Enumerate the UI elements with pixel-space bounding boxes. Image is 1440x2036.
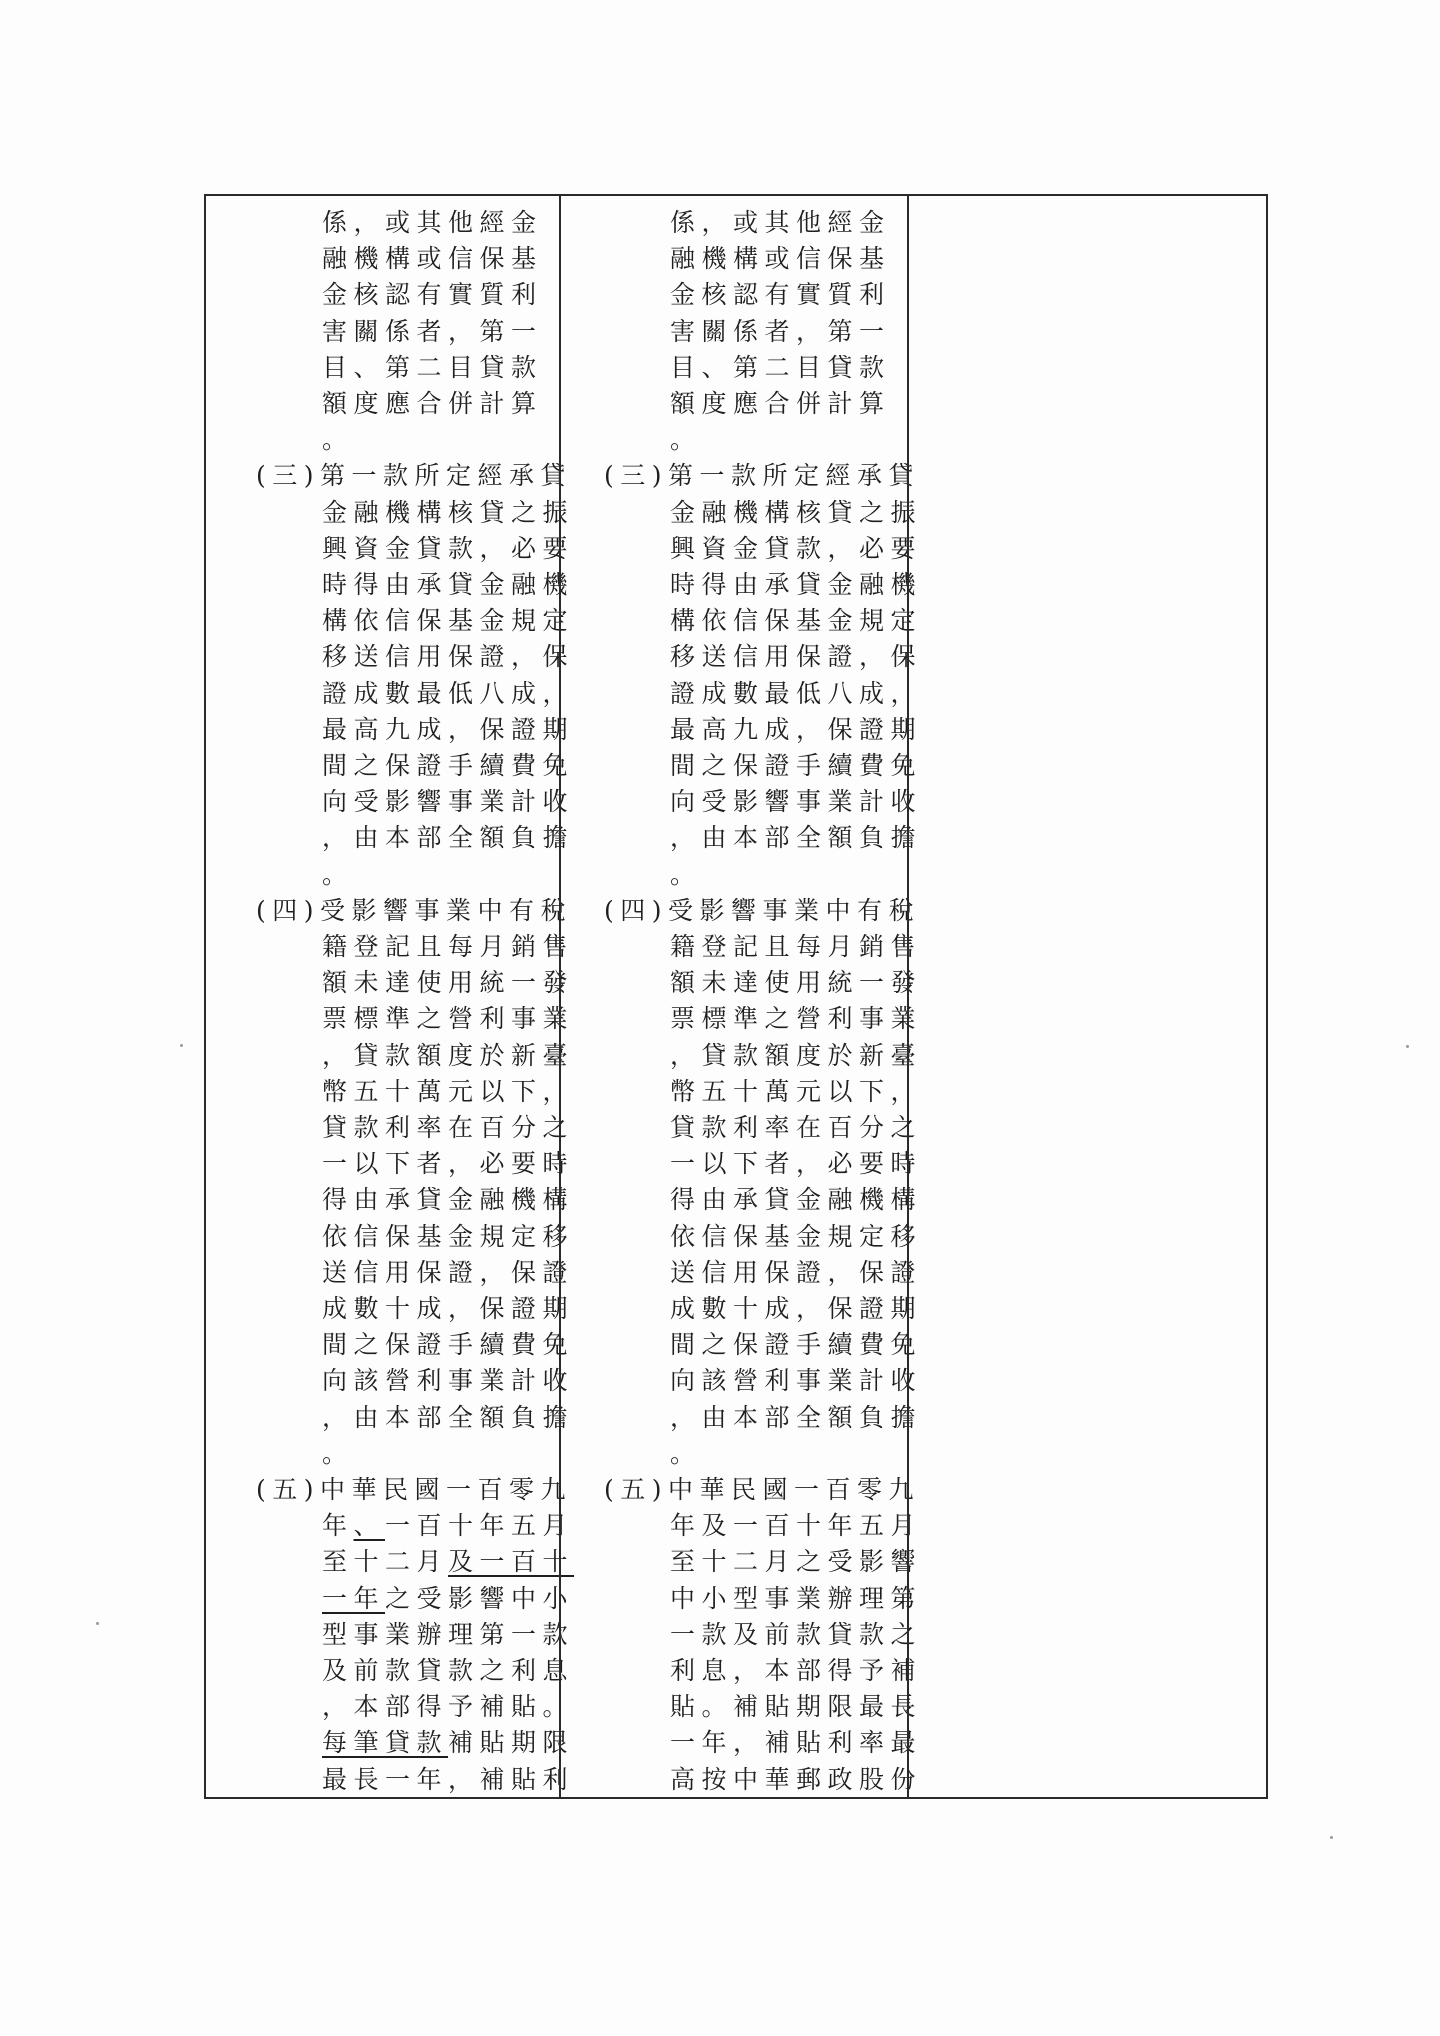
text-line — [322, 1618, 574, 1652]
text-segment: 金融機構核貸之振 — [670, 497, 923, 527]
list-item-heading — [604, 894, 920, 928]
text-line — [322, 1292, 574, 1326]
text-line — [670, 1763, 922, 1797]
text-segment: 補貼期限 — [448, 1728, 575, 1758]
text-line — [670, 1111, 922, 1145]
text-segment: 額度應合併計算 — [322, 389, 543, 418]
text-line — [322, 1654, 574, 1688]
column-divider — [907, 196, 909, 1797]
text-line — [322, 315, 543, 349]
text-line — [670, 351, 891, 385]
text-line — [670, 1183, 922, 1217]
text-segment: 額未達使用統一發 — [322, 968, 575, 998]
text-line — [322, 1509, 574, 1543]
text-line — [670, 496, 922, 530]
text-segment: 依信保基金規定移 — [670, 1221, 923, 1251]
text-segment: 一百十年五月 — [385, 1511, 575, 1541]
text-segment: 貼。補貼期限最長 — [670, 1692, 923, 1722]
underlined-amendment: 一年 — [322, 1583, 386, 1613]
list-item-heading — [256, 894, 572, 928]
text-line — [670, 966, 922, 1000]
text-segment: 送信用保證，保證 — [322, 1257, 575, 1287]
text-segment: 。 — [670, 425, 702, 455]
text-line — [322, 206, 543, 240]
list-item-heading — [256, 1473, 572, 1507]
text-line — [322, 496, 574, 530]
text-line — [670, 206, 891, 240]
text-segment: 移送信用保證，保 — [322, 642, 575, 672]
text-segment: 興資金貸款，必要 — [322, 533, 575, 563]
text-segment: 額度應合併計算 — [670, 389, 891, 418]
text-segment: 間之保證手續費免 — [670, 751, 923, 780]
text-line — [670, 1364, 922, 1398]
text-segment: 額未達使用統一發 — [670, 968, 923, 998]
text-line — [670, 568, 922, 602]
text-line — [322, 1039, 574, 1073]
text-segment: 至十二月 — [322, 1547, 449, 1577]
text-line — [322, 1075, 574, 1109]
text-segment: 最高九成，保證期 — [322, 714, 575, 744]
list-item-heading — [256, 459, 572, 493]
text-segment: 最高九成，保證期 — [670, 714, 923, 744]
text-segment: 票標準之營利事業 — [670, 1004, 923, 1034]
text-segment: ，由本部全額負擔 — [322, 1402, 575, 1432]
text-segment: 貸款利率在百分之 — [322, 1113, 575, 1142]
text-line — [322, 713, 574, 747]
text-line — [670, 315, 891, 349]
text-line — [322, 1256, 574, 1290]
text-line — [670, 1292, 922, 1326]
text-segment: 。 — [322, 425, 354, 455]
text-line — [670, 1075, 922, 1109]
text-segment: (三)第一款所定經承貸 — [604, 461, 921, 491]
text-segment: 送信用保證，保證 — [670, 1257, 923, 1287]
text-line — [670, 749, 922, 783]
text-line — [670, 1726, 922, 1760]
text-segment: (五)中華民國一百零九 — [604, 1475, 921, 1504]
text-segment: ，由本部全額負擔 — [670, 823, 923, 853]
text-segment: 係，或其他經金 — [670, 208, 891, 237]
text-line — [322, 1545, 574, 1579]
text-line — [322, 1690, 574, 1724]
text-segment: 年 — [322, 1511, 354, 1541]
text-line — [670, 713, 922, 747]
text-line — [322, 242, 543, 276]
text-line — [322, 1147, 574, 1181]
text-line — [322, 749, 574, 783]
text-segment: 型事業辦理第一款 — [322, 1619, 575, 1649]
text-line — [322, 604, 574, 638]
text-line — [670, 1545, 922, 1579]
text-line — [670, 1690, 922, 1724]
text-line — [670, 1002, 922, 1036]
text-segment: 。 — [322, 1438, 354, 1468]
text-line — [322, 785, 574, 819]
text-segment: 間之保證手續費免 — [322, 751, 575, 780]
text-segment: 目、第二目貸款 — [322, 352, 543, 382]
text-segment: 籍登記且每月銷售 — [670, 932, 923, 961]
text-segment: (四)受影響事業中有稅 — [256, 895, 573, 925]
text-line — [670, 1039, 922, 1073]
text-line — [322, 1582, 574, 1616]
text-segment: 。 — [670, 859, 702, 889]
text-segment: (五)中華民國一百零九 — [256, 1475, 573, 1504]
text-line — [322, 1401, 574, 1435]
text-line — [670, 242, 891, 276]
text-line — [670, 1509, 922, 1543]
text-line — [322, 966, 574, 1000]
text-segment: 構依信保基金規定 — [322, 606, 575, 636]
text-segment: 向受影響事業計收 — [322, 787, 575, 817]
text-segment: 高按中華郵政股份 — [670, 1764, 923, 1794]
text-line — [670, 423, 702, 457]
text-line — [670, 930, 922, 964]
text-line — [670, 278, 891, 312]
text-segment: 一以下者，必要時 — [670, 1149, 923, 1179]
text-segment: 之受影響中小 — [385, 1583, 575, 1613]
text-segment: 成數十成，保證期 — [322, 1294, 575, 1323]
text-segment: 一年，補貼利率最 — [670, 1728, 923, 1758]
text-line — [322, 930, 574, 964]
text-segment: 及前款貸款之利息 — [322, 1656, 575, 1685]
text-segment: 幣五十萬元以下， — [670, 1076, 923, 1106]
text-line — [670, 387, 891, 421]
column-divider — [559, 196, 561, 1797]
text-line — [670, 1401, 922, 1435]
text-segment: 至十二月之受影響 — [670, 1547, 923, 1577]
text-segment: ，本部得予補貼。 — [322, 1692, 575, 1722]
text-line — [670, 604, 922, 638]
text-segment: 籍登記且每月銷售 — [322, 932, 575, 961]
text-line — [322, 1328, 574, 1362]
text-line — [322, 278, 543, 312]
text-segment: 時得由承貸金融機 — [322, 570, 575, 599]
text-line — [322, 1002, 574, 1036]
text-line — [322, 1726, 574, 1760]
text-segment: 向受影響事業計收 — [670, 787, 923, 817]
text-line — [670, 1328, 922, 1362]
text-segment: 金融機構核貸之振 — [322, 497, 575, 527]
text-segment: 向該營利事業計收 — [322, 1366, 575, 1396]
text-segment: 最長一年，補貼利 — [322, 1764, 575, 1794]
text-segment: 中小型事業辦理第 — [670, 1583, 923, 1613]
text-segment: 害關係者，第一 — [322, 316, 543, 346]
text-segment: 間之保證手續費免 — [670, 1330, 923, 1360]
text-segment: 向該營利事業計收 — [670, 1366, 923, 1396]
text-line — [322, 640, 574, 674]
underlined-amendment: 、 — [353, 1511, 386, 1541]
text-segment: 票標準之營利事業 — [322, 1004, 575, 1034]
text-segment: 一以下者，必要時 — [322, 1149, 575, 1179]
text-segment: 得由承貸金融機構 — [322, 1185, 575, 1215]
text-segment: 移送信用保證，保 — [670, 642, 923, 672]
list-item-heading — [604, 459, 920, 493]
underlined-amendment: 及一百十 — [448, 1547, 575, 1577]
text-segment: 得由承貸金融機構 — [670, 1185, 923, 1215]
text-segment: ，貸款額度於新臺 — [670, 1040, 923, 1070]
text-line — [670, 1654, 922, 1688]
text-line — [322, 423, 354, 457]
scan-speck — [96, 1622, 99, 1625]
text-segment: ，貸款額度於新臺 — [322, 1040, 575, 1070]
text-segment: 。 — [670, 1438, 702, 1468]
text-segment: 融機構或信保基 — [670, 244, 891, 274]
text-segment: 證成數最低八成， — [670, 678, 923, 708]
text-segment: 成數十成，保證期 — [670, 1294, 923, 1323]
text-line — [670, 1220, 922, 1254]
text-segment: (三)第一款所定經承貸 — [256, 461, 573, 491]
text-segment: 金核認有實質利 — [322, 280, 543, 310]
text-segment: 害關係者，第一 — [670, 316, 891, 346]
text-segment: 目、第二目貸款 — [670, 352, 891, 382]
text-line — [670, 677, 922, 711]
text-line — [670, 532, 922, 566]
text-segment: 年及一百十年五月 — [670, 1511, 923, 1541]
text-line — [670, 785, 922, 819]
text-line — [670, 821, 922, 855]
text-line — [322, 677, 574, 711]
text-line — [322, 1220, 574, 1254]
text-line — [322, 387, 543, 421]
text-line — [322, 351, 543, 385]
text-line — [670, 1437, 702, 1471]
text-segment: 一款及前款貸款之 — [670, 1619, 923, 1649]
text-segment: ，由本部全額負擔 — [670, 1402, 923, 1432]
text-line — [322, 1763, 574, 1797]
text-segment: 幣五十萬元以下， — [322, 1076, 575, 1106]
text-segment: 利息，本部得予補 — [670, 1656, 923, 1685]
text-segment: 融機構或信保基 — [322, 244, 543, 274]
text-line — [322, 858, 354, 892]
text-line — [670, 858, 702, 892]
text-line — [322, 1364, 574, 1398]
text-line — [670, 1256, 922, 1290]
text-segment: 興資金貸款，必要 — [670, 533, 923, 563]
scan-speck — [1406, 1045, 1409, 1048]
text-segment: 時得由承貸金融機 — [670, 570, 923, 599]
text-line — [670, 1147, 922, 1181]
text-segment: 構依信保基金規定 — [670, 606, 923, 636]
text-line — [322, 568, 574, 602]
text-line — [322, 821, 574, 855]
scan-speck — [1330, 1836, 1333, 1839]
text-segment: ，由本部全額負擔 — [322, 823, 575, 853]
text-line — [670, 1582, 922, 1616]
underlined-amendment: 每筆貸款 — [322, 1728, 449, 1758]
text-line — [670, 640, 922, 674]
text-segment: 貸款利率在百分之 — [670, 1113, 923, 1142]
text-line — [670, 1618, 922, 1652]
text-segment: 係，或其他經金 — [322, 208, 543, 237]
text-line — [322, 1111, 574, 1145]
text-segment: 依信保基金規定移 — [322, 1221, 575, 1251]
text-line — [322, 532, 574, 566]
text-line — [322, 1183, 574, 1217]
scan-speck — [180, 1044, 183, 1047]
text-segment: 金核認有實質利 — [670, 280, 891, 310]
comparison-table — [204, 194, 1268, 1799]
text-segment: 間之保證手續費免 — [322, 1330, 575, 1360]
text-segment: (四)受影響事業中有稅 — [604, 895, 921, 925]
list-item-heading — [604, 1473, 920, 1507]
text-line — [322, 1437, 354, 1471]
text-segment: 證成數最低八成， — [322, 678, 575, 708]
text-segment: 。 — [322, 859, 354, 889]
